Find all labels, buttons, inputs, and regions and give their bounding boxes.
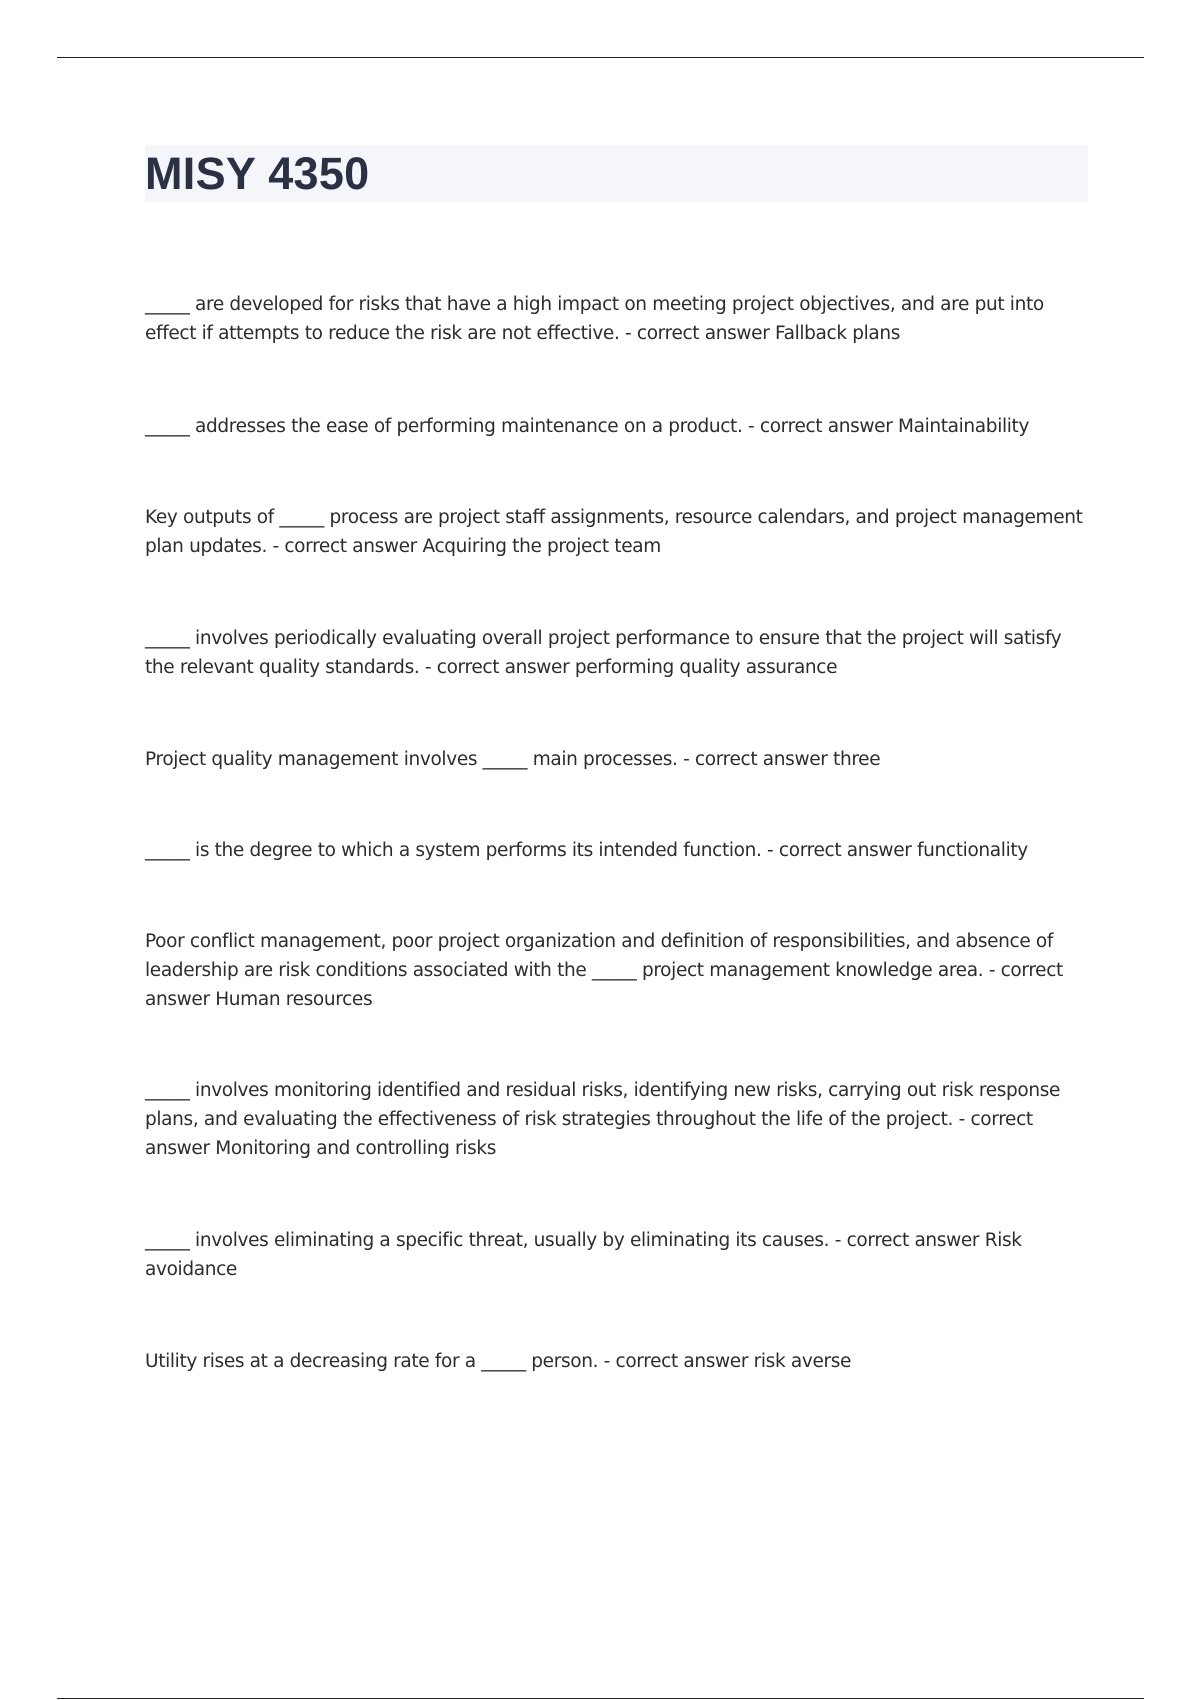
top-rule [57, 57, 1144, 58]
question-item-5: Project quality management involves _____ main processes. - correct answer three [145, 749, 881, 770]
question-item-2: _____ addresses the ease of performing maintenance on a product. - correct answer Maintainability [145, 416, 1030, 437]
document-title: MISY 4350 [145, 148, 370, 199]
question-item-3: Key outputs of _____ process are project staff assignments, resource calendars, and project management plan updates. - correct answer Acquiring the project team [145, 507, 1083, 557]
question-item-1: _____ are developed for risks that have a high impact on meeting project objectives, and are put into effect if attempts to reduce the risk are not effective. - correct answer Fallback plans [145, 294, 1044, 344]
question-item-6: _____ is the degree to which a system performs its intended function. - correct answer functionality [145, 840, 1028, 861]
question-item-9: _____ involves eliminating a specific threat, usually by eliminating its causes. - correct answer Risk avoidance [145, 1230, 1022, 1280]
question-item-7: Poor conflict management, poor project organization and definition of responsibilities, and absence of leadership are risk conditions associated with the _____ project management knowledge area. - correct answer Human resources [145, 931, 1063, 1010]
bottom-rule [57, 1698, 1144, 1699]
question-item-10: Utility rises at a decreasing rate for a _____ person. - correct answer risk averse [145, 1351, 852, 1372]
question-item-8: _____ involves monitoring identified and residual risks, identifying new risks, carrying out risk response plans, and evaluating the effectiveness of risk strategies throughout the life of the project. - correct answer Monitoring and controlling risks [145, 1080, 1061, 1159]
question-item-4: _____ involves periodically evaluating overall project performance to ensure that the project will satisfy the relevant quality standards. - correct answer performing quality assurance [145, 628, 1062, 678]
title-band [145, 145, 1088, 202]
